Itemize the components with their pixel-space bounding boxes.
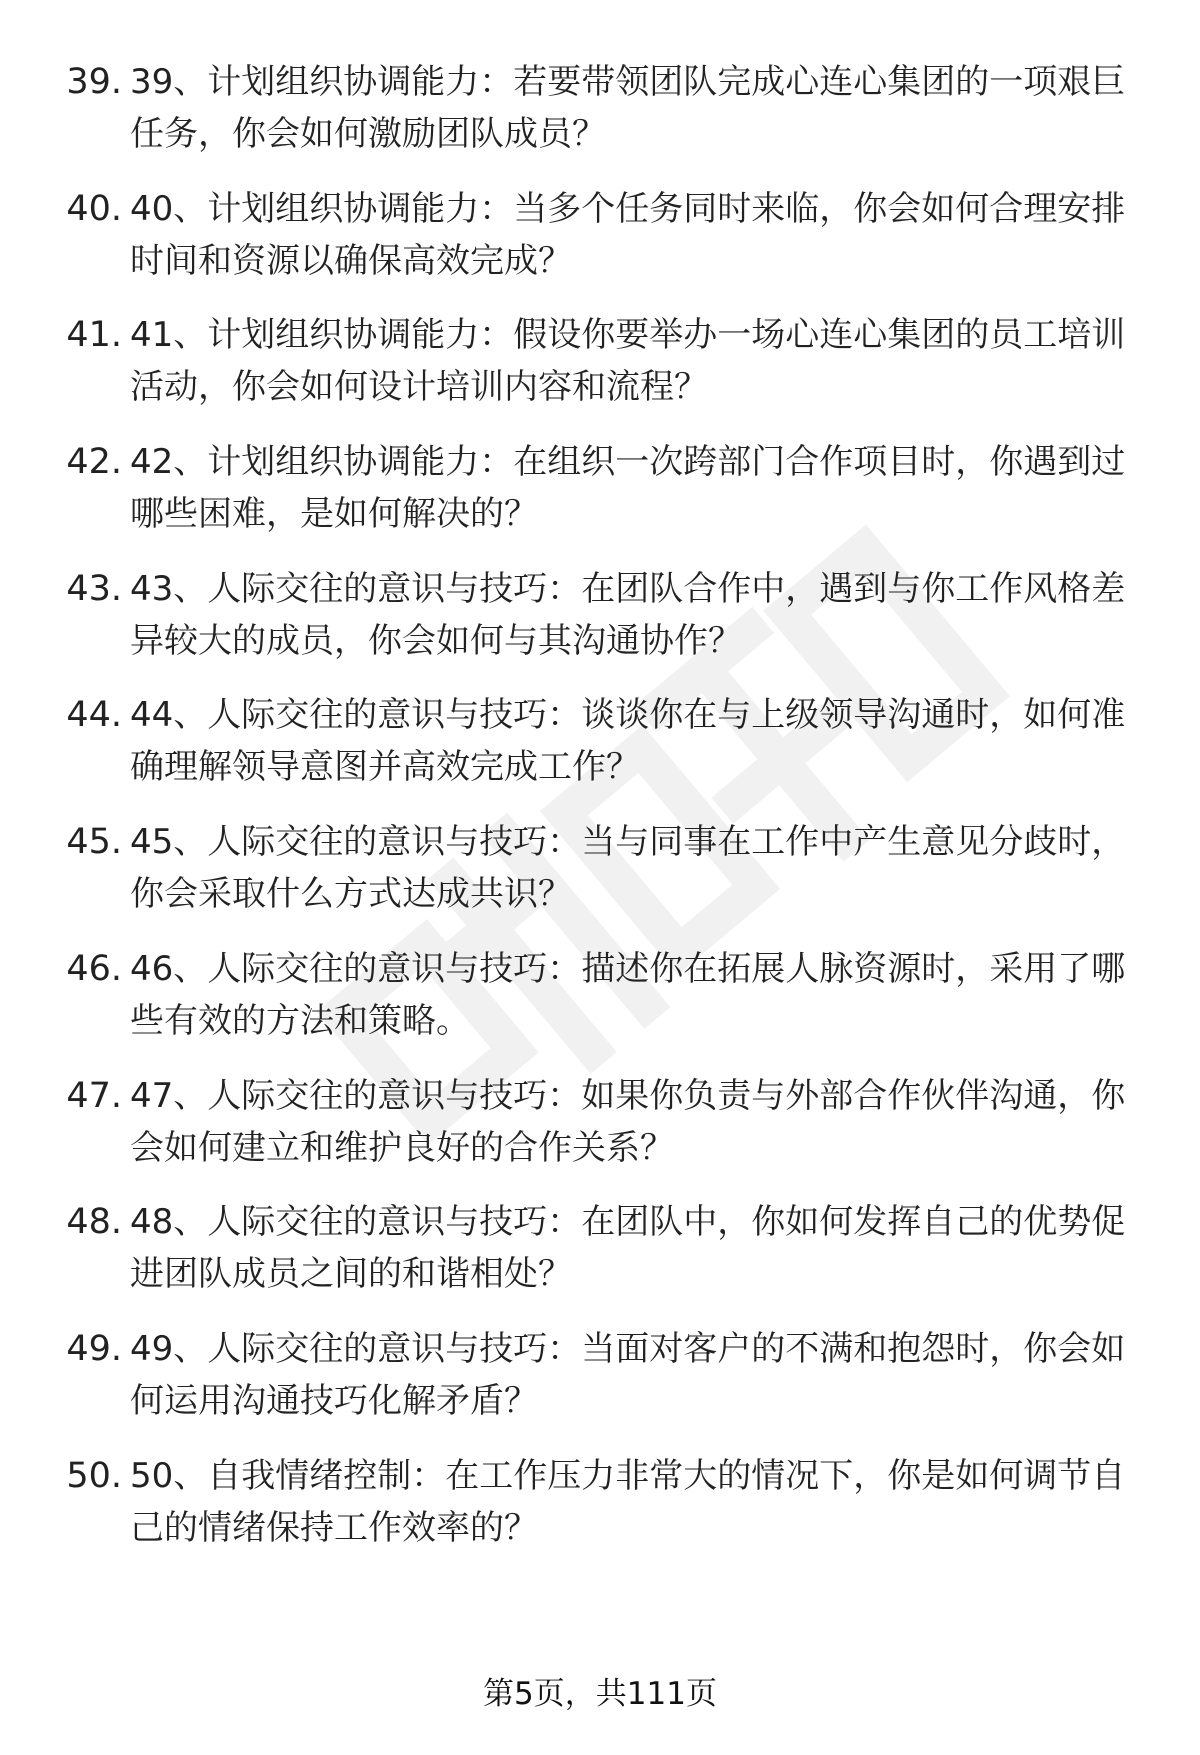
question-number: 41. bbox=[66, 315, 122, 356]
question-text: 48、人际交往的意识与技巧：在团队中，你如何发挥自己的优势促进团队成员之间的和谐相处？ bbox=[130, 1202, 1126, 1295]
list-item bbox=[0, 1323, 1200, 1450]
question-number: 49. bbox=[66, 1328, 122, 1369]
question-text: 50、自我情绪控制：在工作压力非常大的情况下，你是如何调节自己的情绪保持工作效率的？ bbox=[130, 1455, 1126, 1548]
question-number: 48. bbox=[66, 1202, 122, 1243]
question-number: 44. bbox=[66, 695, 122, 736]
question-number: 42. bbox=[66, 442, 122, 483]
question-text: 43、人际交往的意识与技巧：在团队合作中，遇到与你工作风格差异较大的成员，你会如何与其沟通协作？ bbox=[130, 568, 1126, 661]
question-number: 40. bbox=[66, 188, 122, 229]
question-text: 45、人际交往的意识与技巧：当与同事在工作中产生意见分歧时，你会采取什么方式达成共识？ bbox=[130, 822, 1126, 915]
question-text: 46、人际交往的意识与技巧：描述你在拓展人脉资源时，采用了哪些有效的方法和策略。 bbox=[130, 948, 1126, 1041]
question-number: 43. bbox=[66, 568, 122, 609]
question-number: 46. bbox=[66, 948, 122, 989]
question-number: 50. bbox=[66, 1455, 122, 1496]
question-number: 47. bbox=[66, 1075, 122, 1116]
question-text: 41、计划组织协调能力：假设你要举办一场心连心集团的员工培训活动，你会如何设计培训内容和流程？ bbox=[130, 315, 1126, 408]
list-item bbox=[0, 1070, 1200, 1197]
list-item bbox=[0, 436, 1200, 563]
question-text: 49、人际交往的意识与技巧：当面对客户的不满和抱怨时，你会如何运用沟通技巧化解矛盾？ bbox=[130, 1328, 1126, 1421]
page-number-footer: 第5页，共111页 bbox=[483, 1676, 717, 1712]
list-item bbox=[0, 183, 1200, 310]
list-item bbox=[0, 56, 1200, 183]
question-number: 39. bbox=[66, 62, 122, 102]
question-list bbox=[0, 56, 1200, 1576]
question-text: 39、计划组织协调能力：若要带领团队完成心连心集团的一项艰巨任务，你会如何激励团队成员？ bbox=[130, 62, 1126, 154]
question-text: 47、人际交往的意识与技巧：如果你负责与外部合作伙伴沟通，你会如何建立和维护良好的合作关系？ bbox=[130, 1075, 1126, 1168]
list-item bbox=[0, 309, 1200, 436]
question-text: 42、计划组织协调能力：在组织一次跨部门合作项目时，你遇到过哪些困难，是如何解决的？ bbox=[130, 442, 1126, 535]
list-item bbox=[0, 1196, 1200, 1323]
list-item bbox=[0, 816, 1200, 943]
list-item bbox=[0, 1450, 1200, 1577]
question-text: 40、计划组织协调能力：当多个任务同时来临，你会如何合理安排时间和资源以确保高效完成？ bbox=[130, 188, 1126, 281]
list-item bbox=[0, 563, 1200, 690]
question-text: 44、人际交往的意识与技巧：谈谈你在与上级领导沟通时，如何准确理解领导意图并高效完成工作？ bbox=[130, 695, 1126, 788]
question-number: 45. bbox=[66, 822, 122, 863]
list-item bbox=[0, 943, 1200, 1070]
list-item bbox=[0, 689, 1200, 816]
